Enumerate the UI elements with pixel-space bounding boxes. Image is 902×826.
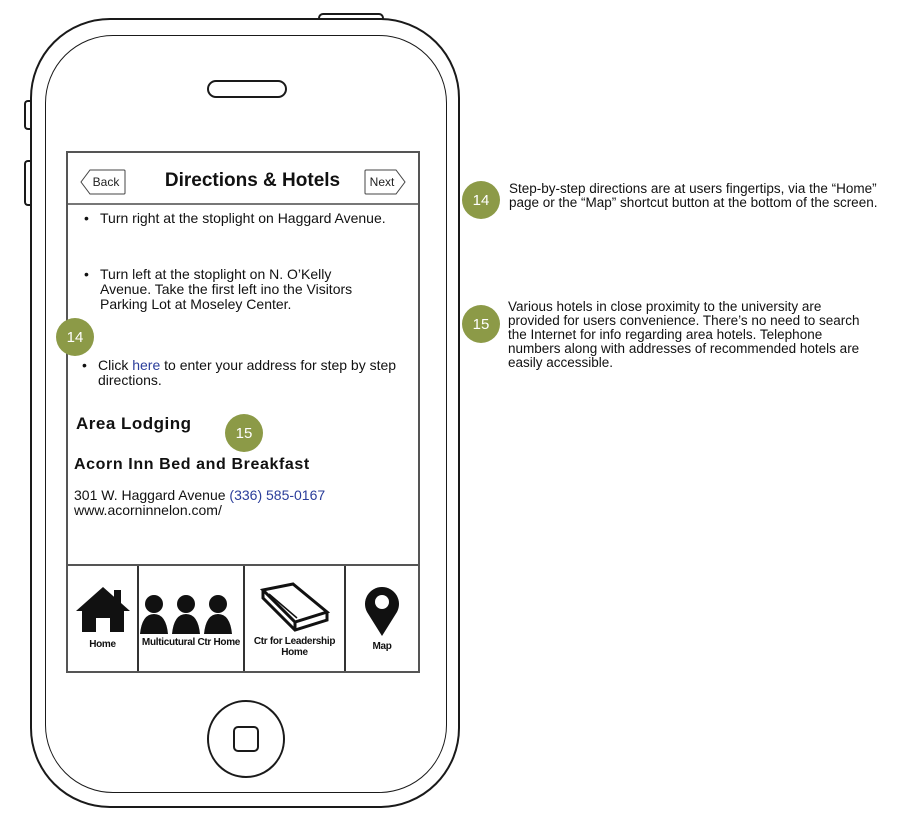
tab-label-home: Home	[89, 639, 116, 650]
people-icon	[139, 594, 243, 638]
annotation-15-text: Various hotels in close proximity to the university are provided for users convenience. There’s no need to search the Internet for info regarding area hotels. Telephone numbers along with addresses of recommended hotels are easily accessible.	[508, 299, 860, 370]
back-button[interactable]	[80, 169, 126, 195]
next-button[interactable]	[364, 169, 406, 195]
home-button-square-icon	[233, 726, 259, 752]
hotel-address: 301 W. Haggard Avenue	[74, 487, 230, 503]
tab-leadership-center[interactable]	[245, 566, 344, 671]
bullet-dot: •	[82, 357, 87, 373]
direction-text: Turn left at the stoplight on N. O’Kelly Avenue. Take the first left ino the Visitors Parking Lot at Moseley Center.	[100, 266, 353, 312]
tab-map[interactable]	[346, 566, 418, 671]
book-icon	[259, 582, 331, 632]
direction-text: Turn right at the stoplight on Haggard Avenue.	[100, 210, 386, 226]
bullet-dot: •	[84, 210, 89, 226]
hotel-website[interactable]: www.acorninnelon.com/	[74, 502, 222, 518]
speaker-grille	[207, 80, 287, 98]
annotation-badge-14: 14	[462, 181, 500, 219]
next-label: Next	[369, 175, 395, 189]
bullet-dot: •	[84, 266, 89, 282]
prompt-prefix: Click	[98, 357, 133, 373]
back-label: Back	[92, 175, 120, 189]
address-link[interactable]: here	[132, 357, 161, 373]
prompt-suffix: to enter your address for step by step directions.	[98, 357, 397, 388]
lodging-heading: Area Lodging	[76, 414, 192, 433]
callout-badge-14: 14	[56, 318, 94, 356]
annotation-14-text: Step-by-step directions are at users fingertips, via the “Home” page or the “Map” shortcut button at the bottom of the screen.	[509, 181, 878, 210]
address-prompt-text	[98, 358, 403, 388]
home-icon	[74, 584, 132, 634]
callout-badge-15: 15	[225, 414, 263, 452]
annotation-badge-15: 15	[462, 305, 500, 343]
header-divider	[68, 203, 418, 205]
page-title: Directions & Hotels	[164, 170, 341, 191]
hotel-info	[74, 488, 325, 518]
map-pin-icon	[362, 582, 402, 638]
hotel-phone-link[interactable]: (336) 585-0167	[229, 487, 326, 503]
tab-home[interactable]	[68, 566, 137, 671]
tab-label-leadership: Ctr for Leadership Home	[253, 636, 336, 658]
tab-label-map: Map	[372, 641, 392, 652]
tab-label-multicultural: Multicutural Ctr Home	[141, 637, 241, 648]
tab-multicultural-center[interactable]	[139, 566, 243, 671]
hotel-name: Acorn Inn Bed and Breakfast	[74, 456, 310, 473]
